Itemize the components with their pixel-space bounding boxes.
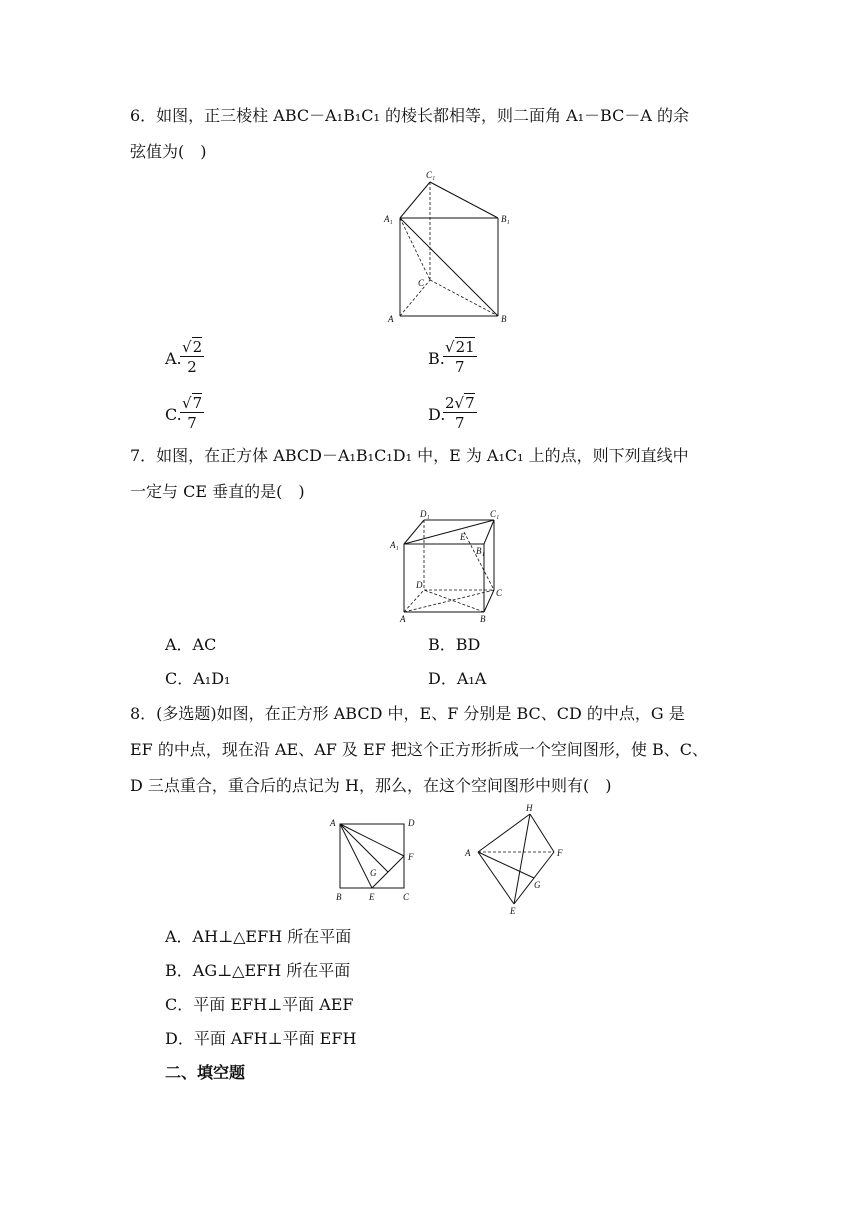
q6-option-a-value: $\frac{√2}{2}$: [182, 338, 203, 376]
q8-fig1-label-B: B: [336, 892, 342, 902]
q8-fig1-label-A: A: [330, 818, 336, 828]
q6-option-b-value: $\frac{√21}{7}$: [445, 338, 475, 376]
q7-label-C1: C₁: [490, 509, 500, 519]
section-heading: 二、填空题: [165, 1063, 246, 1082]
q8-fig2-label-G: G: [534, 880, 541, 890]
q8-square-figure: [326, 812, 422, 906]
q8-option-a: A．AH⊥△EFH 所在平面: [165, 927, 352, 946]
q7-label-D: D: [416, 580, 423, 590]
q6-option-d-value: $\frac{2√7}{7}$: [445, 394, 475, 432]
q7-stem-line1: 7．如图，在正方体 ABCD－A₁B₁C₁D₁ 中，E 为 A₁C₁ 上的点，则下列直线中: [130, 446, 689, 465]
q6-label-A1: A₁: [384, 214, 393, 224]
q8-stem-line2: EF 的中点，现在沿 AE、AF 及 EF 把这个正方形折成一个空间图形，使 B、C、: [130, 740, 708, 759]
q8-folded-figure: [458, 800, 578, 916]
q6-option-b-label: B.: [428, 349, 445, 368]
q6-option-c-value: $\frac{√7}{7}$: [182, 394, 203, 432]
q6-option-c-label: C.: [165, 405, 182, 424]
q8-option-b: B．AG⊥△EFH 所在平面: [165, 961, 351, 980]
q6-label-C1: C₁: [426, 170, 436, 180]
q8-fig1-label-E: E: [369, 892, 375, 902]
q7-cube-figure: [388, 508, 508, 624]
q7-option-a: A．AC: [165, 635, 217, 654]
q8-fig2-label-A: A: [465, 848, 471, 858]
q8-fig1-label-C: C: [403, 892, 410, 902]
q7-label-B: B: [480, 614, 486, 624]
q8-fig2-label-E: E: [510, 906, 516, 916]
q6-label-B: B: [501, 314, 507, 324]
q8-fig1-label-D: D: [408, 818, 415, 828]
q7-label-E: E: [460, 532, 466, 542]
q7-label-D1: D₁: [420, 509, 430, 519]
q8-option-d: D．平面 AFH⊥平面 EFH: [165, 1029, 357, 1048]
q7-option-b: B．BD: [428, 635, 481, 654]
q8-fig2-label-H: H: [526, 803, 533, 813]
q6-label-C: C: [418, 278, 425, 288]
q7-option-d: D．A₁A: [428, 669, 487, 688]
q7-label-A1: A₁: [390, 540, 399, 550]
q8-stem-line1: 8．(多选题)如图，在正方形 ABCD 中，E、F 分别是 BC、CD 的中点，G 是: [130, 704, 685, 723]
q6-label-B1: B₁: [501, 214, 510, 224]
q6-stem-line2: 弦值为( ): [130, 142, 207, 161]
q8-option-c: C．平面 EFH⊥平面 AEF: [165, 995, 354, 1014]
q7-option-c: C．A₁D₁: [165, 669, 231, 688]
q6-prism-figure: [376, 168, 516, 328]
q6-option-a-label: A.: [165, 349, 182, 368]
q6-label-A: A: [388, 314, 394, 324]
q6-option-d-label: D.: [428, 405, 446, 424]
q8-fig1-label-F: F: [408, 852, 414, 862]
q7-label-B1: B₁: [476, 546, 485, 556]
q8-fig2-label-F: F: [557, 848, 563, 858]
q8-stem-line3: D 三点重合，重合后的点记为 H，那么，在这个空间图形中则有( ): [130, 776, 612, 795]
q6-stem-line1: 6．如图，正三棱柱 ABC－A₁B₁C₁ 的棱长都相等，则二面角 A₁－BC－A 的余: [130, 106, 689, 125]
q8-fig1-label-G: G: [370, 868, 377, 878]
q7-label-A: A: [400, 614, 406, 624]
q7-stem-line2: 一定与 CE 垂直的是( ): [130, 482, 305, 501]
q7-label-C: C: [496, 588, 503, 598]
